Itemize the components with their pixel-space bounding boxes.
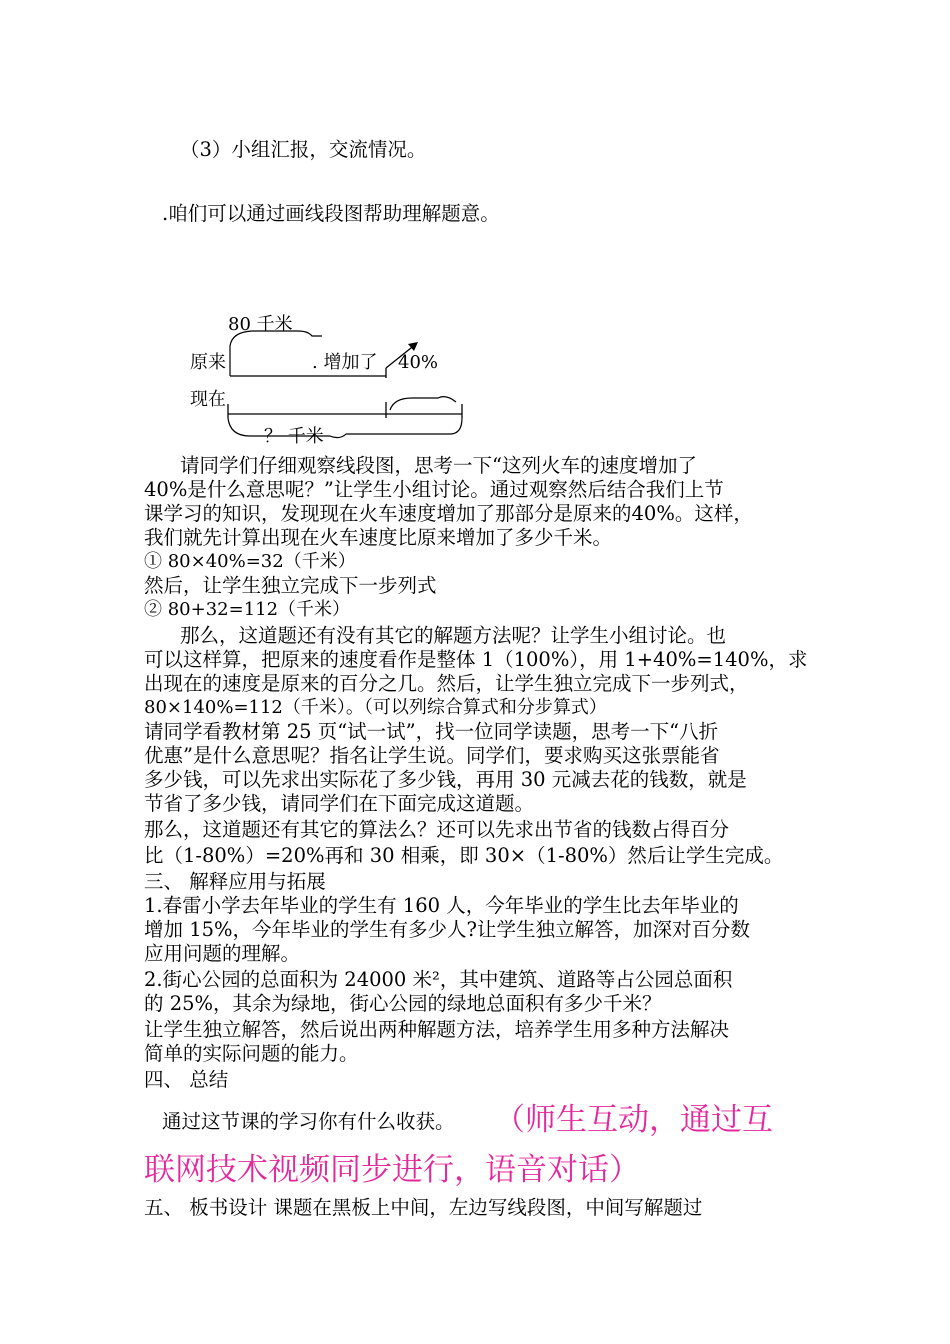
highlight-note: 联网技术视频同步进行，语音对话） (144, 1152, 640, 1188)
paragraph-line: 课学习的知识，发现现在火车速度增加了那部分是原来的40%。这样， (144, 502, 753, 525)
paragraph-line: 多少钱，可以先求出实际花了多少钱，再用 30 元减去花的钱数，就是 (144, 768, 747, 791)
paragraph-line: 让学生独立解答，然后说出两种解题方法，培养学生用多种方法解决 (144, 1018, 730, 1041)
highlight-note: （师生互动，通过互 (494, 1102, 773, 1138)
paragraph-line: 那么，这道题还有没有其它的解题方法呢？让学生小组讨论。也 (180, 624, 727, 647)
paragraph-line: 请同学看教材第 25 页“试一试”，找一位同学读题，思考一下“八折 (144, 720, 719, 743)
paragraph-line: 节省了多少钱，请同学们在下面完成这道题。 (144, 792, 535, 815)
paragraph-line: 增加 15%，今年毕业的学生有多少人?让学生独立解答，加深对百分数 (144, 918, 750, 941)
section-heading: 四、 总结 (144, 1068, 229, 1091)
paragraph-line: 简单的实际问题的能力。 (144, 1042, 359, 1065)
paragraph-line: 1.春雷小学去年毕业的学生有 160 人，今年毕业的学生比去年毕业的 (144, 894, 739, 917)
line-report: （3）小组汇报，交流情况。 (180, 138, 427, 161)
section-heading: 五、 板书设计 课题在黑板上中间，左边写线段图，中间写解题过 (144, 1196, 703, 1219)
summary-line: 通过这节课的学习你有什么收获。 (162, 1110, 455, 1133)
formula-line: ② 80+32=112（千米） (144, 599, 351, 620)
section-heading: 三、 解释应用与拓展 (144, 870, 326, 893)
paragraph-line: 2.街心公园的总面积为 24000 米²，其中建筑、道路等占公园总面积 (144, 968, 733, 991)
paragraph-line: 请同学们仔细观察线段图，思考一下“这列火车的速度增加了 (180, 454, 697, 477)
formula-line: 80×140%=112（千米）。（可以列综合算式和分步算式） (144, 697, 607, 718)
paragraph-line: 那么，这道题还有其它的算法么？还可以先求出节省的钱数占得百分 (144, 818, 730, 841)
paragraph-line: 比（1-80%）=20%再和 30 相乘，即 30×（1-80%）然后让学生完成。 (144, 844, 784, 867)
label-increase: . 增加了 (312, 352, 378, 373)
formula-line: ① 80×40%=32（千米） (144, 551, 356, 572)
label-now: 现在 (190, 389, 226, 410)
paragraph-line: 我们就先计算出现在火车速度比原来增加了多少千米。 (144, 526, 613, 549)
paragraph-line: 应用问题的理解。 (144, 942, 301, 965)
line-segment-diagram (180, 306, 480, 456)
paragraph-line: 然后，让学生独立完成下一步列式 (144, 574, 437, 597)
label-question-km: ？ 千米 (264, 426, 324, 447)
line-diagram-intro: .咱们可以通过画线段图帮助理解题意。 (162, 202, 500, 225)
paragraph-line: 40%是什么意思呢？”让学生小组讨论。通过观察然后结合我们上节 (144, 478, 724, 501)
label-80km: 80 千米 (228, 314, 293, 335)
label-original: 原来 (190, 352, 226, 373)
label-percent: 40% (398, 352, 439, 373)
paragraph-line: 的 25%，其余为绿地，街心公园的绿地总面积有多少千米？ (144, 992, 662, 1015)
paragraph-line: 出现在的速度是原来的百分之几。然后，让学生独立完成下一步列式， (144, 672, 749, 695)
paragraph-line: 可以这样算，把原来的速度看作是整体 1（100%），用 1+40%=140%，求 (144, 648, 808, 671)
paragraph-line: 优惠”是什么意思呢？指名让学生说。同学们，要求购买这张票能省 (144, 744, 720, 767)
